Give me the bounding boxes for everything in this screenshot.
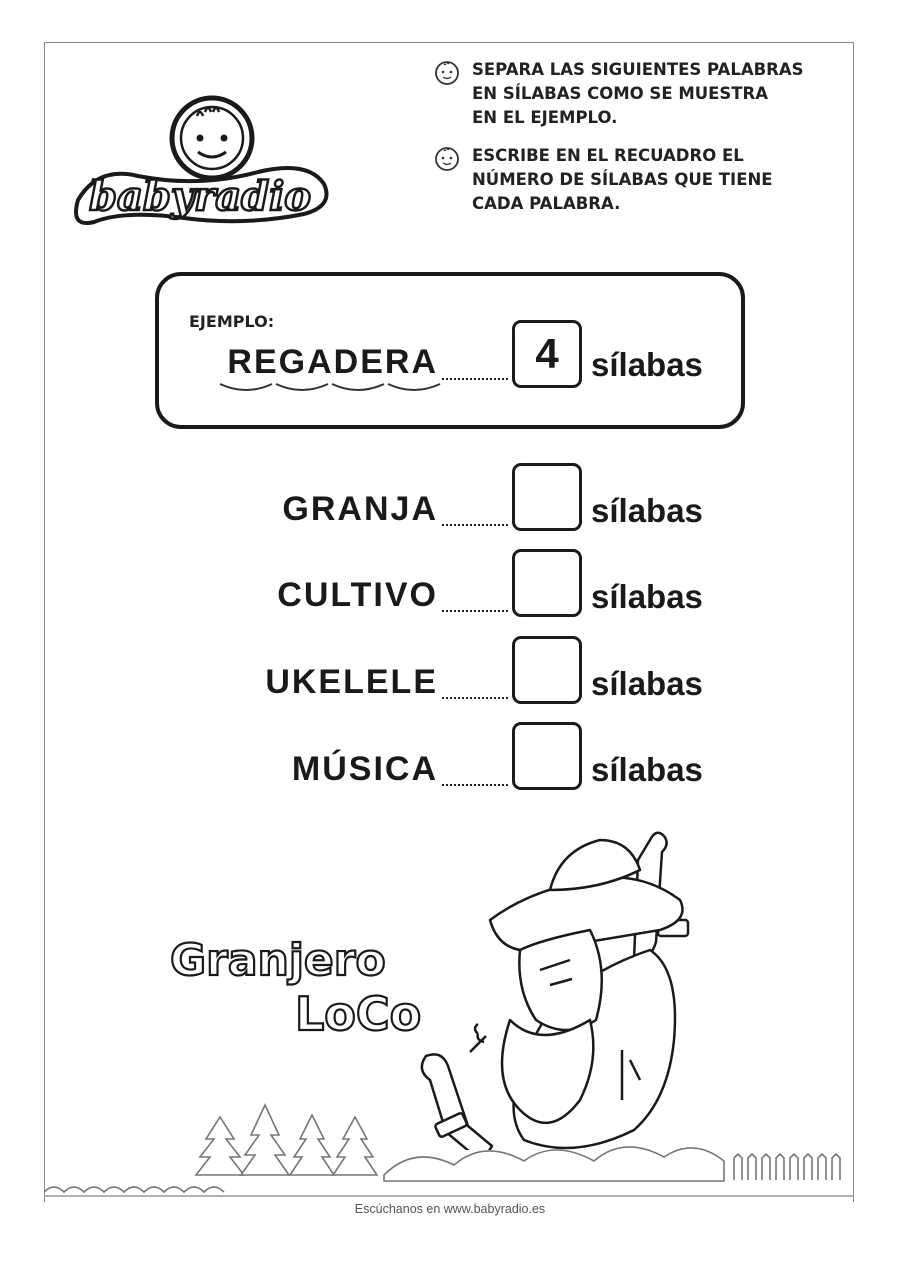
example-word: REGADERA	[227, 343, 438, 381]
exercise-unit: sílabas	[591, 665, 703, 702]
answer-box-granja[interactable]	[512, 463, 582, 531]
logo-wordmark: babyradio	[89, 173, 311, 220]
farm-scenery	[44, 1080, 854, 1205]
baby-face-icon	[434, 60, 460, 86]
exercise-unit: sílabas	[591, 492, 703, 529]
example-label: EJEMPLO:	[189, 312, 275, 331]
baby-face-icon	[434, 146, 460, 172]
dotted-leader	[442, 378, 508, 380]
instruction-item	[434, 58, 854, 130]
answer-box-musica[interactable]	[512, 722, 582, 790]
exercise-word-cultivo: CULTIVO	[277, 576, 438, 614]
example-count-box: 4	[512, 320, 582, 388]
dotted-leader	[442, 524, 508, 526]
instructions	[434, 58, 854, 230]
dotted-leader	[442, 784, 508, 786]
title-line-2: LoCo	[295, 987, 422, 1041]
exercise-word-granja: GRANJA	[282, 490, 438, 528]
exercise-word-musica: MÚSICA	[291, 750, 438, 788]
answer-box-ukelele[interactable]	[512, 636, 582, 704]
syllable-arcs	[218, 382, 442, 396]
exercise-word-ukelele: UKELELE	[265, 663, 438, 701]
instruction-text: SEPARA LAS SIGUIENTES PALABRAS EN SÍLABAS COMO SE MUESTRA EN EL EJEMPLO.	[472, 60, 804, 127]
title-line-1: Granjero	[170, 935, 386, 986]
exercise-unit: sílabas	[591, 578, 703, 615]
exercise-unit: sílabas	[591, 751, 703, 788]
example-unit: sílabas	[591, 346, 703, 383]
dotted-leader	[442, 697, 508, 699]
instruction-text: ESCRIBE EN EL RECUADRO EL NÚMERO DE SÍLABAS QUE TIENE CADA PALABRA.	[472, 146, 773, 213]
footer-text: Escúchanos en www.babyradio.es	[354, 1202, 546, 1216]
babyradio-logo	[72, 90, 332, 240]
instruction-item	[434, 144, 854, 216]
dotted-leader	[442, 610, 508, 612]
answer-box-cultivo[interactable]	[512, 549, 582, 617]
